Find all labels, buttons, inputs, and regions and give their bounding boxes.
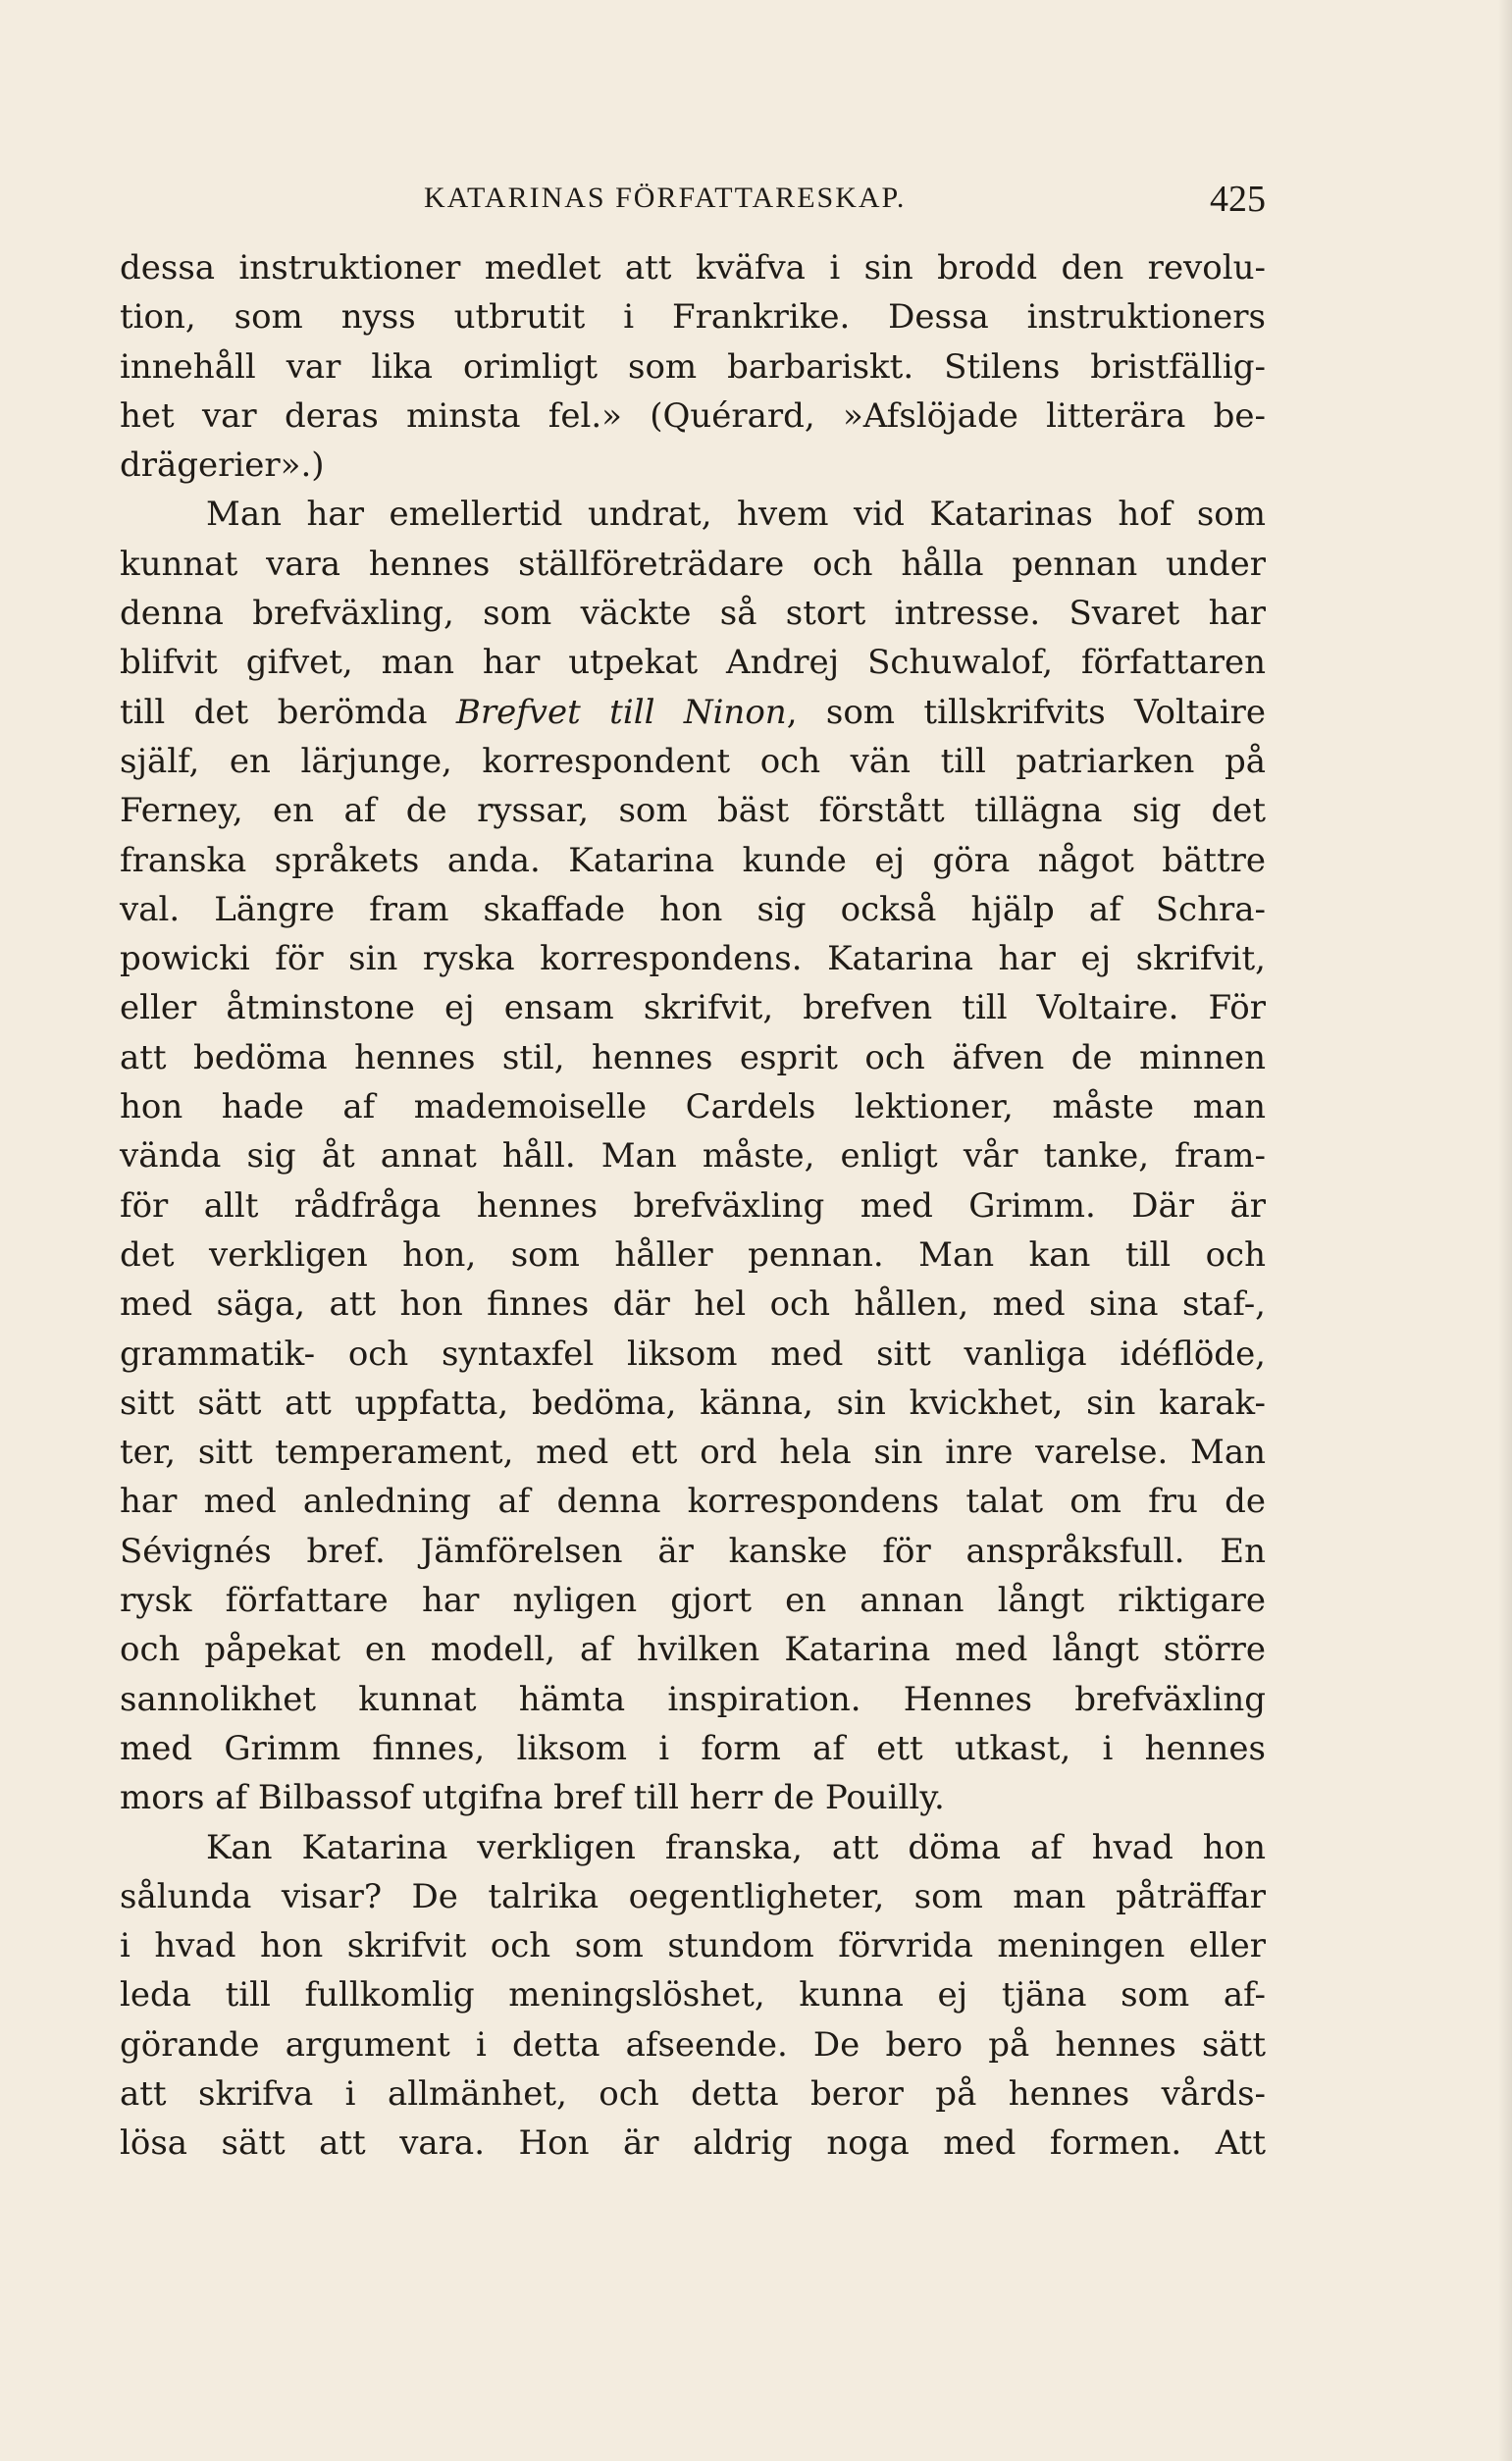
text-line: denna brefväxling, som väckte så stort intresse. Svaret har [120, 594, 1266, 634]
text-line: rysk författare har nyligen gjort en annan långt riktigare [120, 1581, 1266, 1621]
text-line: vända sig åt annat håll. Man måste, enligt vår tanke, fram- [120, 1136, 1266, 1177]
text-line: Ferney, en af de ryssar, som bäst förstått tillägna sig det [120, 791, 1266, 831]
text-line: franska språkets anda. Katarina kunde ej göra något bättre [120, 840, 1266, 880]
text-line: drägerier».) [120, 445, 325, 486]
text-line: det verkligen hon, som håller pennan. Man kan till och [120, 1234, 1266, 1275]
text-line: har med anledning af denna korrespondens talat om fru de [120, 1482, 1266, 1522]
text-line: lösa sätt att vara. Hon är aldrig noga med formen. Att [120, 2123, 1266, 2164]
text-line: med säga, att hon finnes där hel och hållen, med sina staf-, [120, 1284, 1266, 1325]
text-line: het var deras minsta fel.» (Quérard, »Afslöjade litterära be- [120, 395, 1266, 436]
text-line: mors af Bilbassof utgifna bref till herr de Pouilly. [120, 1778, 945, 1818]
text-line: blifvit gifvet, man har utpekat Andrej Schuwalof, författaren [120, 643, 1266, 683]
book-title-italic: Brefvet till Ninon [455, 692, 787, 732]
text-line: grammatik- och syntaxfel liksom med sitt vanliga idéflöde, [120, 1334, 1266, 1374]
page-edge-shadow [1498, 0, 1512, 2461]
text-line: powicki för sin ryska korrespondens. Katarina har ej skrifvit, [120, 939, 1266, 979]
running-head: KATARINAS FÖRFATTARESKAP. [424, 182, 907, 214]
text-line: i hvad hon skrifvit och som stundom förvrida meningen eller [120, 1926, 1266, 1966]
text-line: Kan Katarina verkligen franska, att döma af hvad hon [206, 1827, 1266, 1867]
text-line: och påpekat en modell, af hvilken Katarina med långt större [120, 1630, 1266, 1670]
text-line: görande argument i detta afseende. De bero på hennes sätt [120, 2024, 1266, 2065]
body-text [120, 243, 1266, 2169]
text-line: kunnat vara hennes ställföreträdare och hålla pennan under [120, 544, 1266, 584]
text-line: Sévignés bref. Jämförelsen är kanske för anspråksfull. En [120, 1531, 1266, 1571]
text-line: dessa instruktioner medlet att kväfva i sin brodd den revolu- [120, 248, 1266, 288]
text-line: eller åtminstone ej ensam skrifvit, brefven till Voltaire. För [120, 988, 1266, 1028]
text-line: innehåll var lika orimligt som barbariskt. Stilens bristfällig- [120, 346, 1266, 387]
text-line: leda till fullkomlig meningslöshet, kunna ej tjäna som af- [120, 1975, 1266, 2016]
text-line: sitt sätt att uppfatta, bedöma, känna, sin kvickhet, sin karak- [120, 1383, 1266, 1423]
text-line: att bedöma hennes stil, hennes esprit och äfven de minnen [120, 1037, 1266, 1077]
text-line: att skrifva i allmänhet, och detta beror på hennes vårds- [120, 2073, 1266, 2114]
text-line: hon hade af mademoiselle Cardels lektioner, måste man [120, 1087, 1266, 1127]
text-line: val. Längre fram skaffade hon sig också hjälp af Schra- [120, 889, 1266, 929]
text-line: för allt rådfråga hennes brefväxling med Grimm. Där är [120, 1185, 1266, 1226]
page-header [120, 179, 1266, 229]
page-number: 425 [1210, 179, 1266, 220]
text-line: med Grimm finnes, liksom i form af ett utkast, i hennes [120, 1728, 1266, 1768]
text-line: sannolikhet kunnat hämta inspiration. Hennes brefväxling [120, 1679, 1266, 1719]
text-line: tion, som nyss utbrutit i Frankrike. Dessa instruktioners [120, 297, 1266, 338]
text-line: till det berömda Brefvet till Ninon, som tillskrifvits Voltaire [120, 692, 1266, 732]
text-line: själf, en lärjunge, korrespondent och vän till patriarken på [120, 741, 1266, 781]
text-line: ter, sitt temperament, med ett ord hela sin inre varelse. Man [120, 1433, 1266, 1473]
text-line: Man har emellertid undrat, hvem vid Katarinas hof som [206, 495, 1266, 535]
text-line: sålunda visar? De talrika oegentligheter, som man påträffar [120, 1876, 1266, 1916]
